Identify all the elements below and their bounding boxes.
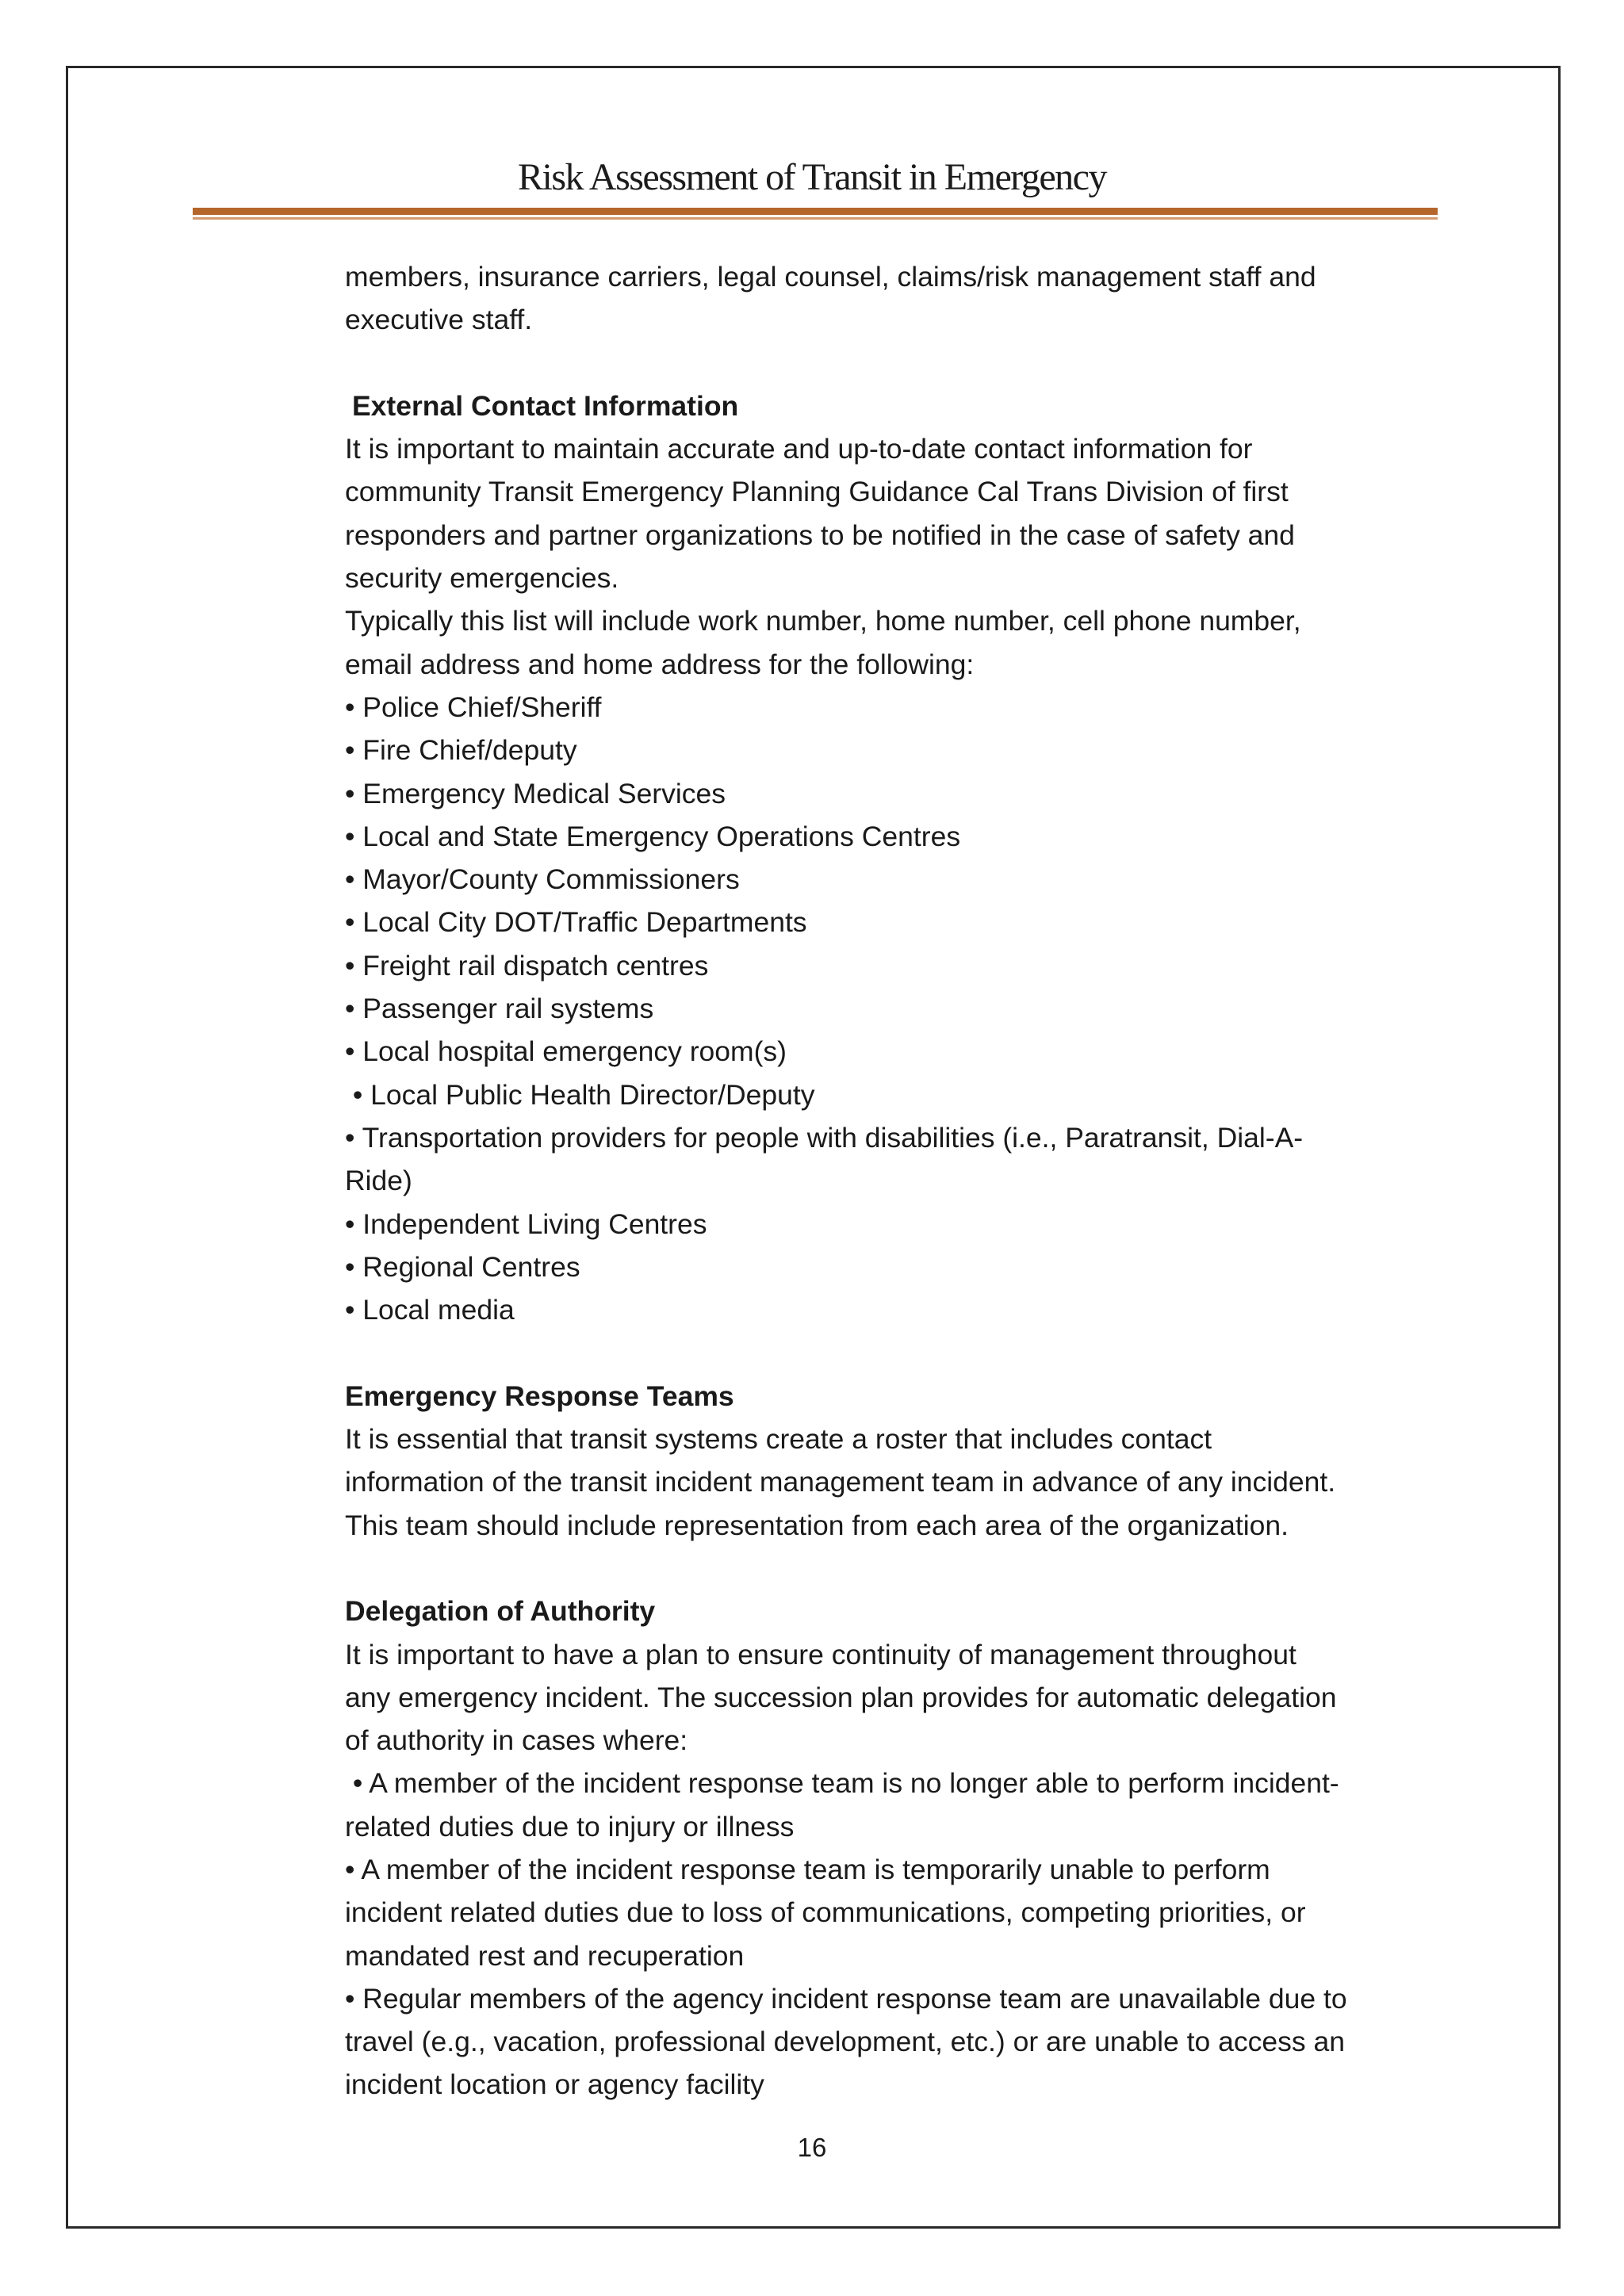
body-line: security emergencies.: [345, 562, 619, 595]
bullet-item-continuation: incident related duties due to loss of communications, competing priorities, or: [345, 1896, 1306, 1929]
bullet-item: • Regular members of the agency incident response team are unavailable due to: [345, 1982, 1347, 2015]
body-line: It is important to maintain accurate and up-to-date contact information for: [345, 433, 1253, 465]
bullet-item: • Police Chief/Sheriff: [345, 691, 602, 723]
page-number: 16: [797, 2133, 827, 2162]
body-line: responders and partner organizations to be notified in the case of safety and: [345, 519, 1295, 551]
body-line: information of the transit incident management team in advance of any incident.: [345, 1466, 1336, 1498]
body-line: executive staff.: [345, 304, 533, 336]
bullet-item-continuation: Ride): [345, 1165, 412, 1197]
bullet-item-continuation: incident location or agency facility: [345, 2068, 764, 2101]
body-line: members, insurance carriers, legal counsel, claims/risk management staff and: [345, 261, 1316, 293]
body-line: community Transit Emergency Planning Guidance Cal Trans Division of first: [345, 476, 1289, 508]
header-rule: [193, 208, 1438, 215]
bullet-item: • Freight rail dispatch centres: [345, 949, 709, 982]
bullet-item: • Local Public Health Director/Deputy: [345, 1078, 815, 1111]
bullet-item-continuation: related duties due to injury or illness: [345, 1810, 795, 1843]
body-line: It is important to have a plan to ensure continuity of management throughout: [345, 1638, 1297, 1670]
bullet-item: • Local media: [345, 1294, 515, 1326]
bullet-item: • Mayor/County Commissioners: [345, 863, 740, 896]
bullet-item: • Transportation providers for people with disabilities (i.e., Paratransit, Dial-A-: [345, 1121, 1304, 1154]
bullet-item: • Fire Chief/deputy: [345, 734, 577, 767]
section-heading-external-contact: External Contact Information: [352, 389, 739, 422]
bullet-item: • Independent Living Centres: [345, 1207, 707, 1240]
bullet-item-continuation: travel (e.g., vacation, professional development, etc.) or are unable to access an: [345, 2026, 1345, 2058]
running-header-title: Risk Assessment of Transit in Emergency: [518, 156, 1106, 198]
section-heading-response-teams: Emergency Response Teams: [345, 1380, 734, 1412]
body-line: email address and home address for the following:: [345, 648, 975, 680]
paragraph-gap: [345, 342, 1439, 385]
bullet-item: • Emergency Medical Services: [345, 777, 726, 809]
section-heading-delegation: Delegation of Authority: [345, 1595, 656, 1628]
bullet-item: • Local City DOT/Traffic Departments: [345, 906, 807, 939]
bullet-item: • Local hospital emergency room(s): [345, 1035, 787, 1068]
paragraph-gap: [345, 1331, 1439, 1374]
header-rule-shadow: [193, 217, 1438, 220]
bullet-item: • Regional Centres: [345, 1250, 580, 1283]
paragraph-gap: [345, 1547, 1439, 1590]
page-body: [345, 255, 1439, 2107]
bullet-item: • A member of the incident response team is no longer able to perform incident-: [345, 1767, 1339, 1800]
body-line: This team should include representation from each area of the organization.: [345, 1509, 1289, 1541]
bullet-item: • A member of the incident response team is temporarily unable to perform: [345, 1853, 1270, 1885]
bullet-item: • Local and State Emergency Operations Centres: [345, 820, 961, 852]
bullet-item: • Passenger rail systems: [345, 993, 654, 1025]
body-line: It is essential that transit systems create a roster that includes contact: [345, 1423, 1212, 1456]
bullet-item-continuation: mandated rest and recuperation: [345, 1939, 745, 1972]
body-line: any emergency incident. The succession plan provides for automatic delegation: [345, 1681, 1337, 1713]
body-line: of authority in cases where:: [345, 1724, 688, 1757]
body-line: Typically this list will include work number, home number, cell phone number,: [345, 605, 1301, 637]
